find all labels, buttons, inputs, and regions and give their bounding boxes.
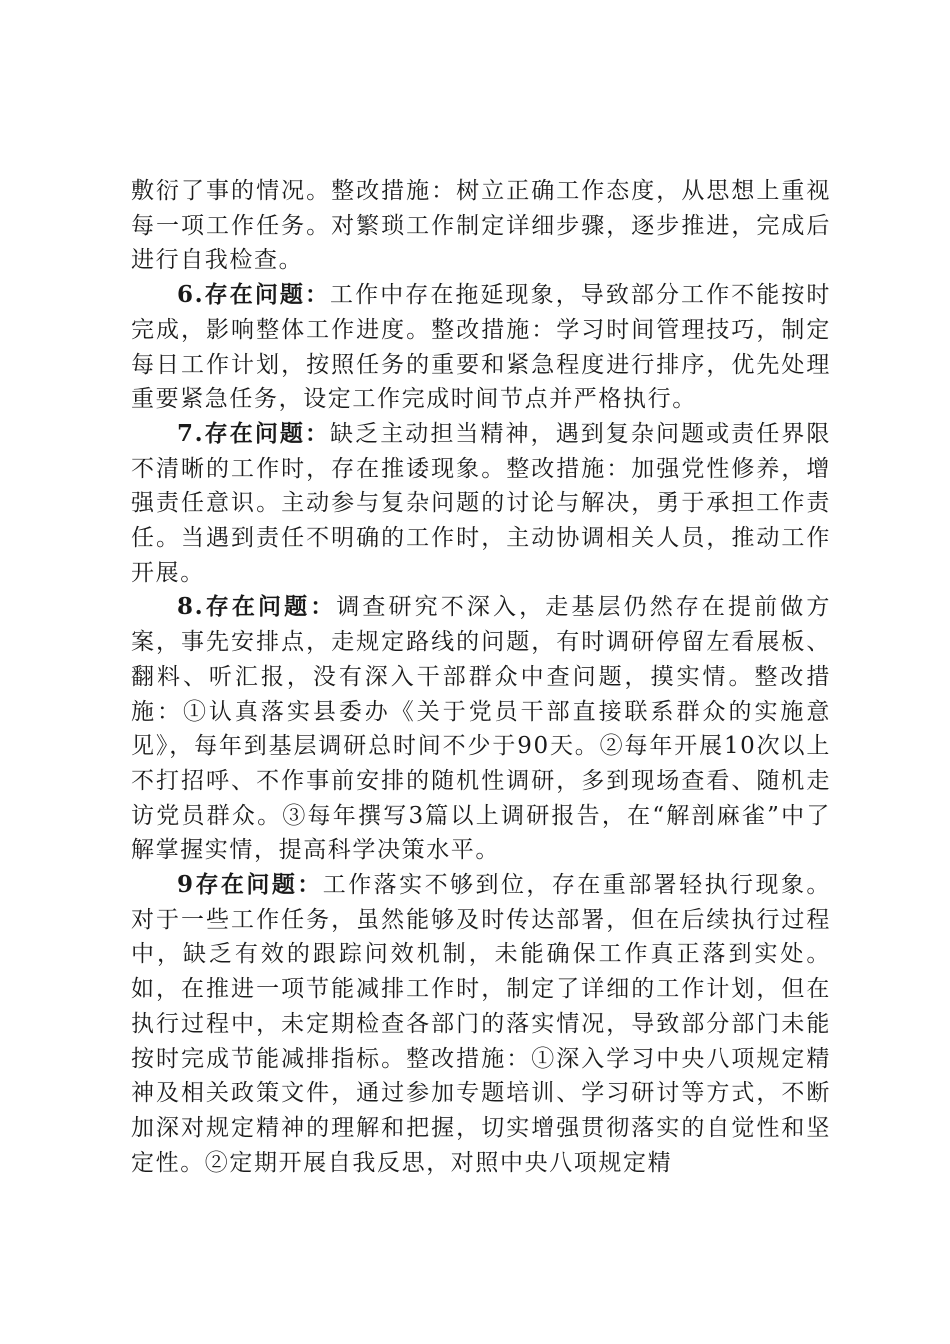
paragraph-issue-7	[131, 417, 831, 591]
issue-heading: 7.存在问题：	[177, 419, 331, 447]
issue-heading: 8.存在问题：	[177, 593, 337, 621]
paragraph-issue-6	[131, 278, 831, 417]
paragraph-issue-8	[131, 590, 831, 868]
paragraph-body: 工作落实不够到位，存在重部署轻执行现象。对于一些工作任务，虽然能够及时传达部署，但在后续执行过程中，缺乏有效的跟踪问效机制，未能确保工作真正落到实处。如，在推进一项节能减排工作时，制定了详细的工作计划，但在执行过程中，未定期检查各部门的落实情况，导致部分部门未能按时完成节能减排指标。整改措施：①深入学习中央八项规定精神及相关政策文件，通过参加专题培训、学习研讨等方式，不断加深对规定精神的理解和把握，切实增强贯彻落实的自觉性和坚定性。②定期开展自我反思，对照中央八项规定精	[131, 872, 832, 1176]
paragraph-body: 敷衍了事的情况。整改措施：树立正确工作态度，从思想上重视每一项工作任务。对繁琐工作制定详细步骤，逐步推进，完成后进行自我检查。	[131, 178, 831, 274]
paragraph-body: 缺乏主动担当精神，遇到复杂问题或责任界限不清晰的工作时，存在推诿现象。整改措施：加强党性修养，增强责任意识。主动参与复杂问题的讨论与解决，勇于承担工作责任。当遇到责任不明确的工作时，主动协调相关人员，推动工作开展。	[131, 420, 832, 586]
document-body	[131, 174, 831, 1180]
issue-heading: 6.存在问题：	[177, 281, 331, 309]
paragraph-body: 工作中存在拖延现象，导致部分工作不能按时完成，影响整体工作进度。整改措施：学习时间管理技巧，制定每日工作计划，按照任务的重要和紧急程度进行排序，优先处理重要紧急任务，设定工作完成时间节点并严格执行。	[131, 282, 832, 413]
paragraph-issue-9	[131, 868, 831, 1180]
paragraph-body: 调查研究不深入，走基层仍然存在提前做方案，事先安排点，走规定路线的问题，有时调研停留左看展板、翻料、听汇报，没有深入干部群众中查问题，摸实情。整改措施：①认真落实县委办《关于党员干部直接联系群众的实施意见》，每年到基层调研总时间不少于90天。②每年开展10次以上不打招呼、不作事前安排的随机性调研，多到现场查看、随机走访党员群众。③每年撰写3篇以上调研报告，在“解剖麻雀”中了解掌握实情，提高科学决策水平。	[131, 594, 831, 864]
paragraph-continuation	[131, 174, 831, 278]
issue-heading: 9存在问题：	[177, 871, 323, 899]
